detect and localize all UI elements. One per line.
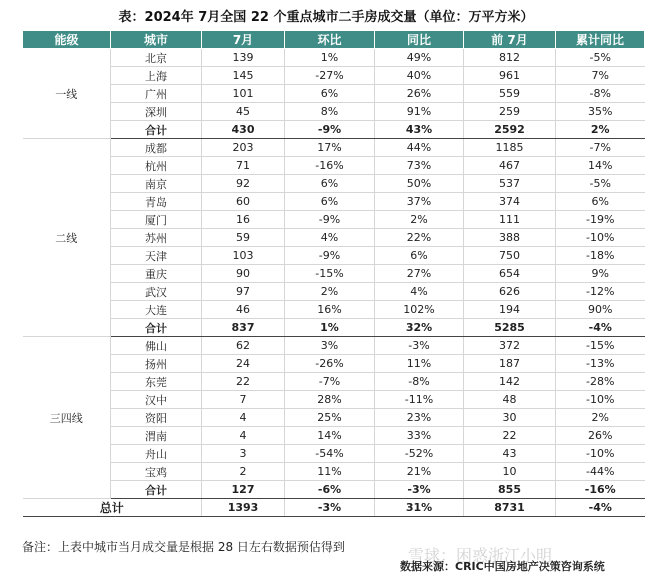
data-cell: 2 — [202, 463, 285, 481]
subtotal-label: 合计 — [111, 121, 202, 139]
data-cell: 2% — [556, 409, 645, 427]
data-cell: -5% — [556, 175, 645, 193]
table-row — [23, 157, 645, 175]
subtotal-cell: -3% — [375, 481, 464, 499]
total-label: 总计 — [23, 499, 202, 517]
subtotal-cell: 32% — [375, 319, 464, 337]
data-cell: -3% — [375, 337, 464, 355]
subtotal-label: 合计 — [111, 481, 202, 499]
city-name: 宝鸡 — [111, 463, 202, 481]
data-cell: 97 — [202, 283, 285, 301]
tier-label: 三四线 — [23, 337, 111, 499]
table-row — [23, 265, 645, 283]
tier-label: 二线 — [23, 139, 111, 337]
data-cell: 2% — [375, 211, 464, 229]
data-cell: -10% — [556, 445, 645, 463]
data-cell: 33% — [375, 427, 464, 445]
data-cell: -52% — [375, 445, 464, 463]
subtotal-cell: 43% — [375, 121, 464, 139]
city-name: 重庆 — [111, 265, 202, 283]
subtotal-row — [23, 481, 645, 499]
data-cell: 22 — [464, 427, 556, 445]
city-name: 成都 — [111, 139, 202, 157]
data-cell: 14% — [285, 427, 375, 445]
city-name: 南京 — [111, 175, 202, 193]
table-row — [23, 337, 645, 355]
data-cell: 90 — [202, 265, 285, 283]
data-cell: 10 — [464, 463, 556, 481]
city-name: 武汉 — [111, 283, 202, 301]
data-cell: 372 — [464, 337, 556, 355]
data-cell: 24 — [202, 355, 285, 373]
data-cell: 4% — [375, 283, 464, 301]
data-cell: 46 — [202, 301, 285, 319]
data-cell: 203 — [202, 139, 285, 157]
data-cell: -44% — [556, 463, 645, 481]
footnote: 备注：上表中城市当月成交量是根据 28 日左右数据预估得到 — [22, 540, 345, 554]
data-cell: 3% — [285, 337, 375, 355]
data-cell: 28% — [285, 391, 375, 409]
city-name: 上海 — [111, 67, 202, 85]
subtotal-cell: 855 — [464, 481, 556, 499]
table-title: 表：2024年 7月全国 22 个重点城市二手房成交量（单位：万平方米） — [118, 10, 534, 25]
data-cell: 3 — [202, 445, 285, 463]
data-cell: -11% — [375, 391, 464, 409]
data-cell: 750 — [464, 247, 556, 265]
data-cell: 9% — [556, 265, 645, 283]
data-cell: 145 — [202, 67, 285, 85]
data-cell: 23% — [375, 409, 464, 427]
data-cell: -10% — [556, 229, 645, 247]
data-cell: 44% — [375, 139, 464, 157]
data-cell: 6% — [285, 175, 375, 193]
data-cell: 35% — [556, 103, 645, 121]
data-cell: 1185 — [464, 139, 556, 157]
data-cell: 111 — [464, 211, 556, 229]
table-row — [23, 391, 645, 409]
data-cell: 388 — [464, 229, 556, 247]
city-name: 大连 — [111, 301, 202, 319]
transaction-table — [22, 30, 645, 517]
data-cell: 103 — [202, 247, 285, 265]
data-cell: 4% — [285, 229, 375, 247]
data-cell: 6% — [285, 85, 375, 103]
data-cell: 25% — [285, 409, 375, 427]
table-row — [23, 445, 645, 463]
city-name: 厦门 — [111, 211, 202, 229]
table-row — [23, 409, 645, 427]
data-cell: -54% — [285, 445, 375, 463]
data-cell: 45 — [202, 103, 285, 121]
data-cell: 7% — [556, 67, 645, 85]
data-cell: 559 — [464, 85, 556, 103]
data-cell: 8% — [285, 103, 375, 121]
city-name: 舟山 — [111, 445, 202, 463]
data-cell: 49% — [375, 49, 464, 67]
data-cell: 27% — [375, 265, 464, 283]
data-cell: -18% — [556, 247, 645, 265]
subtotal-label: 合计 — [111, 319, 202, 337]
subtotal-row — [23, 121, 645, 139]
city-name: 汉中 — [111, 391, 202, 409]
data-cell: 71 — [202, 157, 285, 175]
data-cell: 139 — [202, 49, 285, 67]
column-header: 累计同比 — [556, 31, 645, 49]
data-cell: -26% — [285, 355, 375, 373]
data-cell: 11% — [285, 463, 375, 481]
data-cell: 6% — [556, 193, 645, 211]
column-header: 同比 — [375, 31, 464, 49]
data-cell: -7% — [556, 139, 645, 157]
city-name: 东莞 — [111, 373, 202, 391]
column-header: 环比 — [285, 31, 375, 49]
data-cell: 16 — [202, 211, 285, 229]
subtotal-cell: 127 — [202, 481, 285, 499]
data-cell: 60 — [202, 193, 285, 211]
data-cell: -5% — [556, 49, 645, 67]
data-cell: -9% — [285, 211, 375, 229]
data-cell: -19% — [556, 211, 645, 229]
table-row — [23, 85, 645, 103]
data-cell: 14% — [556, 157, 645, 175]
watermark: 雪球：困惑浙江小明 — [408, 546, 553, 565]
data-cell: 7 — [202, 391, 285, 409]
data-cell: 90% — [556, 301, 645, 319]
data-cell: 374 — [464, 193, 556, 211]
table-row — [23, 229, 645, 247]
data-cell: -27% — [285, 67, 375, 85]
subtotal-row — [23, 319, 645, 337]
data-cell: 59 — [202, 229, 285, 247]
data-cell: 48 — [464, 391, 556, 409]
data-cell: 626 — [464, 283, 556, 301]
table-row — [23, 283, 645, 301]
data-cell: -28% — [556, 373, 645, 391]
subtotal-cell: 2592 — [464, 121, 556, 139]
subtotal-cell: 430 — [202, 121, 285, 139]
data-cell: 91% — [375, 103, 464, 121]
table-row — [23, 103, 645, 121]
data-cell: 26% — [556, 427, 645, 445]
data-cell: 812 — [464, 49, 556, 67]
table-row — [23, 247, 645, 265]
data-cell: 6% — [285, 193, 375, 211]
data-cell: 43 — [464, 445, 556, 463]
data-source: 数据来源：CRIC中国房地产决策咨询系统 — [400, 560, 605, 573]
data-cell: -7% — [285, 373, 375, 391]
table-row — [23, 139, 645, 157]
subtotal-cell: 2% — [556, 121, 645, 139]
subtotal-cell: -16% — [556, 481, 645, 499]
data-cell: 537 — [464, 175, 556, 193]
data-cell: -8% — [375, 373, 464, 391]
data-cell: 2% — [285, 283, 375, 301]
data-cell: 92 — [202, 175, 285, 193]
data-cell: 142 — [464, 373, 556, 391]
data-cell: -10% — [556, 391, 645, 409]
table-row — [23, 463, 645, 481]
city-name: 深圳 — [111, 103, 202, 121]
subtotal-cell: 837 — [202, 319, 285, 337]
data-cell: 21% — [375, 463, 464, 481]
total-row — [23, 499, 645, 517]
table-row — [23, 355, 645, 373]
data-cell: 187 — [464, 355, 556, 373]
column-header: 前 7月 — [464, 31, 556, 49]
data-cell: 4 — [202, 409, 285, 427]
tier-label: 一线 — [23, 49, 111, 139]
city-name: 扬州 — [111, 355, 202, 373]
data-cell: 17% — [285, 139, 375, 157]
data-cell: 16% — [285, 301, 375, 319]
data-cell: -15% — [285, 265, 375, 283]
total-cell: -3% — [285, 499, 375, 517]
table-row — [23, 211, 645, 229]
city-name: 青岛 — [111, 193, 202, 211]
city-name: 佛山 — [111, 337, 202, 355]
subtotal-cell: -4% — [556, 319, 645, 337]
total-cell: 1393 — [202, 499, 285, 517]
subtotal-cell: 1% — [285, 319, 375, 337]
table-row — [23, 301, 645, 319]
subtotal-cell: -6% — [285, 481, 375, 499]
data-cell: 22 — [202, 373, 285, 391]
city-name: 苏州 — [111, 229, 202, 247]
data-cell: 102% — [375, 301, 464, 319]
city-name: 渭南 — [111, 427, 202, 445]
data-cell: 73% — [375, 157, 464, 175]
data-cell: 50% — [375, 175, 464, 193]
city-name: 资阳 — [111, 409, 202, 427]
table-header-row — [23, 31, 645, 49]
data-cell: -9% — [285, 247, 375, 265]
data-cell: 654 — [464, 265, 556, 283]
data-cell: 6% — [375, 247, 464, 265]
data-cell: 259 — [464, 103, 556, 121]
data-cell: 26% — [375, 85, 464, 103]
data-cell: -15% — [556, 337, 645, 355]
table-row — [23, 49, 645, 67]
data-cell: -16% — [285, 157, 375, 175]
table-row — [23, 373, 645, 391]
city-name: 杭州 — [111, 157, 202, 175]
subtotal-cell: -9% — [285, 121, 375, 139]
data-cell: -12% — [556, 283, 645, 301]
total-cell: 8731 — [464, 499, 556, 517]
data-cell: 961 — [464, 67, 556, 85]
total-cell: 31% — [375, 499, 464, 517]
data-cell: -13% — [556, 355, 645, 373]
table-row — [23, 427, 645, 445]
column-header: 7月 — [202, 31, 285, 49]
data-cell: 30 — [464, 409, 556, 427]
data-cell: 62 — [202, 337, 285, 355]
data-cell: -8% — [556, 85, 645, 103]
data-cell: 22% — [375, 229, 464, 247]
column-header: 城市 — [111, 31, 202, 49]
table-row — [23, 193, 645, 211]
data-cell: 37% — [375, 193, 464, 211]
data-cell: 40% — [375, 67, 464, 85]
column-header: 能级 — [23, 31, 111, 49]
data-cell: 4 — [202, 427, 285, 445]
city-name: 北京 — [111, 49, 202, 67]
table-row — [23, 175, 645, 193]
city-name: 天津 — [111, 247, 202, 265]
data-cell: 101 — [202, 85, 285, 103]
subtotal-cell: 5285 — [464, 319, 556, 337]
data-cell: 1% — [285, 49, 375, 67]
data-cell: 467 — [464, 157, 556, 175]
data-cell: 11% — [375, 355, 464, 373]
data-cell: 194 — [464, 301, 556, 319]
table-row — [23, 67, 645, 85]
total-cell: -4% — [556, 499, 645, 517]
city-name: 广州 — [111, 85, 202, 103]
